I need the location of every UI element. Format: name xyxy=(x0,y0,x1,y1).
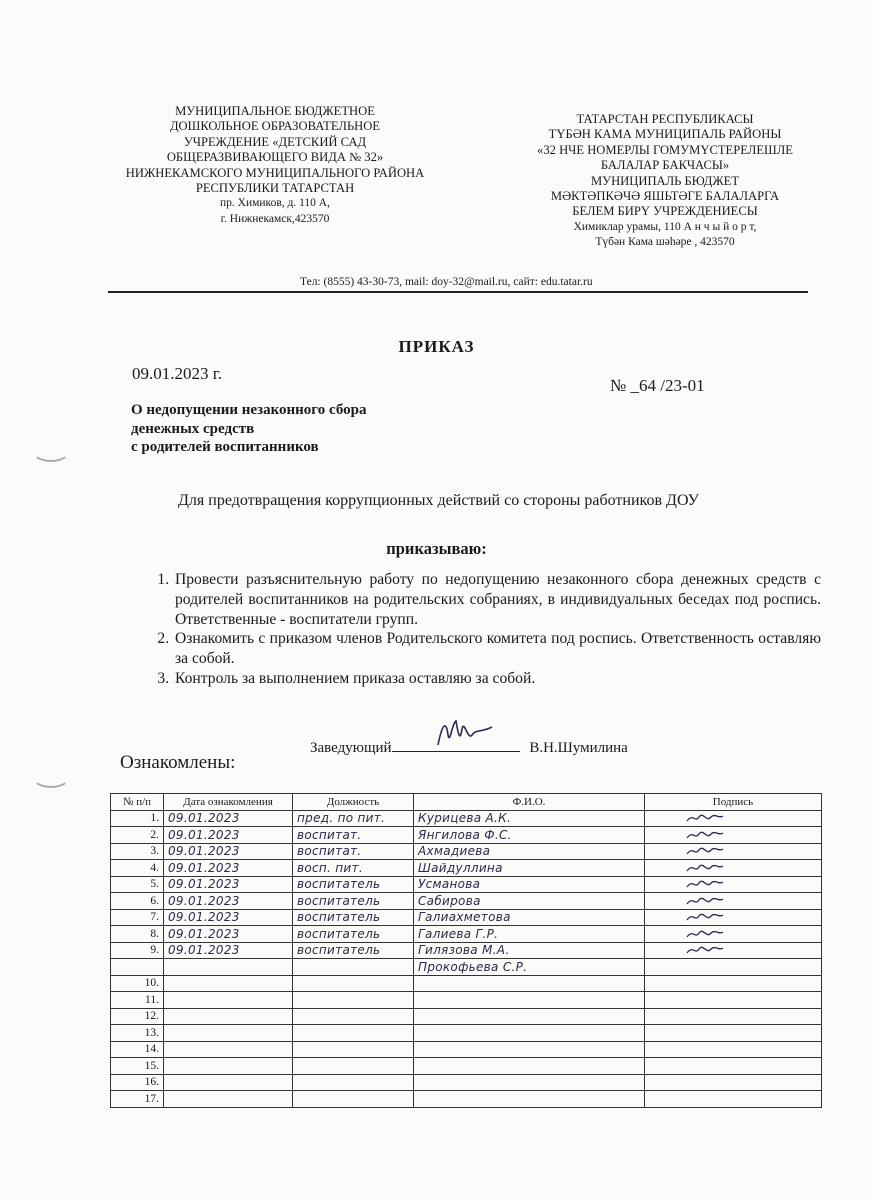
table-row xyxy=(111,926,822,943)
document-date: 09.01.2023 г. xyxy=(132,364,223,383)
row-number: 15. xyxy=(111,1058,164,1075)
column-header: Должность xyxy=(293,794,414,811)
row-number xyxy=(111,959,164,976)
row-signature xyxy=(645,843,822,860)
row-fullname xyxy=(414,975,645,992)
table-row xyxy=(111,909,822,926)
row-number: 5. xyxy=(111,876,164,893)
row-signature xyxy=(645,1074,822,1091)
row-fullname: Янгилова Ф.С. xyxy=(414,827,645,844)
row-signature xyxy=(645,909,822,926)
subject-line: денежных средств xyxy=(131,420,255,437)
row-number: 4. xyxy=(111,860,164,877)
order-item: 2. Ознакомить с приказом членов Родительского комитета под роспись. Ответственность оставляю за собой. xyxy=(173,629,821,669)
signature-blank xyxy=(392,737,520,752)
row-date: 09.01.2023 xyxy=(164,893,293,910)
row-position xyxy=(293,1091,414,1108)
table-row xyxy=(111,876,822,893)
row-date: 09.01.2023 xyxy=(164,843,293,860)
header-left-address: г. Нижнекамск,423570 xyxy=(220,212,330,225)
signer-name: В.Н.Шумилина xyxy=(529,740,628,756)
row-position xyxy=(293,1074,414,1091)
handwritten-signature xyxy=(432,715,502,751)
row-signature xyxy=(645,959,822,976)
table-row xyxy=(111,1025,822,1042)
row-signature xyxy=(645,1008,822,1025)
acquaintance-table xyxy=(110,793,822,1108)
row-position xyxy=(293,1041,414,1058)
order-item: 1. Провести разъяснительную работу по недопущению незаконного сбора денежных средств с родителей воспитанников на родительских собраниях, в индивидуальных беседах под роспись. Ответственные - воспитатели групп. xyxy=(173,570,821,629)
row-position: воспитатель xyxy=(293,926,414,943)
table-row xyxy=(111,975,822,992)
handwritten-signature xyxy=(685,828,725,842)
punch-hole-mark xyxy=(32,766,70,788)
row-number: 2. xyxy=(111,827,164,844)
row-fullname: Ахмадиева xyxy=(414,843,645,860)
row-date: 09.01.2023 xyxy=(164,942,293,959)
table-row xyxy=(111,1091,822,1108)
column-header: Подпись xyxy=(645,794,822,811)
row-date: 09.01.2023 xyxy=(164,926,293,943)
table-row xyxy=(111,860,822,877)
row-fullname xyxy=(414,1058,645,1075)
row-number: 17. xyxy=(111,1091,164,1108)
row-number: 7. xyxy=(111,909,164,926)
order-word: приказываю: xyxy=(386,539,487,558)
handwritten-signature xyxy=(685,910,725,924)
header-right-line: МӘКТӘПКӘЧӘ ЯШЬТӘГЕ БАЛАЛАРГА xyxy=(550,189,780,204)
row-signature xyxy=(645,975,822,992)
table-row xyxy=(111,992,822,1009)
row-date: 09.01.2023 xyxy=(164,810,293,827)
header-right-line: ТАТАРСТАН РЕСПУБЛИКАСЫ xyxy=(576,112,754,126)
table-row xyxy=(111,843,822,860)
table-row xyxy=(111,1041,822,1058)
acquainted-label: Ознакомлены: xyxy=(120,752,236,773)
row-number: 8. xyxy=(111,926,164,943)
row-position xyxy=(293,1025,414,1042)
handwritten-signature xyxy=(685,894,725,908)
row-fullname: Галиахметова xyxy=(414,909,645,926)
table-row xyxy=(111,959,822,976)
column-header: Дата ознакомления xyxy=(164,794,293,811)
table-body xyxy=(111,810,822,1107)
row-fullname: Прокофьева С.Р. xyxy=(414,959,645,976)
header-right-address: Түбән Кама шәһәре , 423570 xyxy=(595,236,735,249)
header-right-line: БАЛАЛАР БАКЧАСЫ» xyxy=(600,158,730,173)
header-left-line: УЧРЕЖДЕНИЕ «ДЕТСКИЙ САД xyxy=(183,134,367,149)
row-date: 09.01.2023 xyxy=(164,876,293,893)
row-date xyxy=(164,1058,293,1075)
column-header: № п/п xyxy=(111,794,164,811)
row-position: восп. пит. xyxy=(293,860,414,877)
row-signature xyxy=(645,1025,822,1042)
header-left-line: МУНИЦИПАЛЬНОЕ БЮДЖЕТНОЕ xyxy=(175,104,375,118)
row-fullname xyxy=(414,1008,645,1025)
table-row xyxy=(111,1058,822,1075)
handwritten-signature xyxy=(685,861,725,875)
row-date xyxy=(164,959,293,976)
row-signature xyxy=(645,876,822,893)
row-signature xyxy=(645,926,822,943)
punch-hole-mark xyxy=(32,440,70,462)
header-left-line: ОБЩЕРАЗВИВАЮЩЕГО ВИДА № 32» xyxy=(166,150,384,165)
header-right-address: Химиклар урамы, 110 А н ч ы й о р т, xyxy=(573,220,757,233)
row-fullname: Галиева Г.Р. xyxy=(414,926,645,943)
row-signature xyxy=(645,1041,822,1058)
row-position xyxy=(293,1008,414,1025)
row-fullname xyxy=(414,992,645,1009)
row-fullname xyxy=(414,1025,645,1042)
row-date xyxy=(164,1025,293,1042)
contact-line: Тел: (8555) 43-30-73, mail: doy-32@mail.ru, сайт: edu.tatar.ru xyxy=(300,276,593,288)
row-date xyxy=(164,1041,293,1058)
handwritten-signature xyxy=(685,811,725,825)
header-left-line: ДОШКОЛЬНОЕ ОБРАЗОВАТЕЛЬНОЕ xyxy=(169,119,381,134)
row-position: воспитатель xyxy=(293,876,414,893)
row-position: воспитат. xyxy=(293,827,414,844)
header-left-address: пр. Химиков, д. 110 А, xyxy=(220,197,330,210)
row-position xyxy=(293,1058,414,1075)
header-left-line: НИЖНЕКАМСКОГО МУНИЦИПАЛЬНОГО РАЙОНА xyxy=(125,165,425,180)
row-date xyxy=(164,1091,293,1108)
document-subject xyxy=(131,401,366,457)
row-number: 14. xyxy=(111,1041,164,1058)
row-date xyxy=(164,1074,293,1091)
handwritten-signature xyxy=(685,877,725,891)
row-date: 09.01.2023 xyxy=(164,860,293,877)
header-right-line: ТҮБӘН КАМА МУНИЦИПАЛЬ РАЙОНЫ xyxy=(548,127,782,142)
order-items-list xyxy=(135,570,821,689)
document-number: № _64 /23-01 xyxy=(610,376,705,395)
row-position xyxy=(293,975,414,992)
preamble: Для предотвращения коррупционных действий со стороны работников ДОУ xyxy=(178,492,699,509)
row-date: 09.01.2023 xyxy=(164,827,293,844)
table-row xyxy=(111,1008,822,1025)
row-signature xyxy=(645,827,822,844)
table-row xyxy=(111,1074,822,1091)
row-fullname: Курицева А.К. xyxy=(414,810,645,827)
subject-line: с родителей воспитанников xyxy=(131,439,319,455)
row-signature xyxy=(645,893,822,910)
row-fullname xyxy=(414,1041,645,1058)
column-header: Ф.И.О. xyxy=(414,794,645,811)
row-date xyxy=(164,1008,293,1025)
header-divider xyxy=(108,291,808,293)
row-position: воспитат. xyxy=(293,843,414,860)
row-fullname: Шайдуллина xyxy=(414,860,645,877)
handwritten-signature xyxy=(685,844,725,858)
table-row xyxy=(111,942,822,959)
table-row xyxy=(111,893,822,910)
header-right-line: «32 НЧЕ НОМЕРЛЫ ГОМУМҮСТЕРЕЛЕШЛЕ xyxy=(537,142,793,157)
header-right-block xyxy=(520,112,810,251)
header-left-block xyxy=(110,104,440,227)
row-fullname xyxy=(414,1074,645,1091)
row-signature xyxy=(645,942,822,959)
handwritten-signature xyxy=(685,943,725,957)
table-row xyxy=(111,810,822,827)
row-date xyxy=(164,975,293,992)
row-fullname: Сабирова xyxy=(414,893,645,910)
row-signature xyxy=(645,992,822,1009)
row-position: воспитатель xyxy=(293,942,414,959)
row-number: 10. xyxy=(111,975,164,992)
row-date xyxy=(164,992,293,1009)
row-signature xyxy=(645,1091,822,1108)
row-number: 6. xyxy=(111,893,164,910)
order-item: 3. Контроль за выполнением приказа оставляю за собой. xyxy=(173,669,821,689)
row-date: 09.01.2023 xyxy=(164,909,293,926)
row-position: пред. по пит. xyxy=(293,810,414,827)
handwritten-signature xyxy=(685,927,725,941)
row-fullname xyxy=(414,1091,645,1108)
signer-role: Заведующий xyxy=(310,740,392,756)
row-number: 16. xyxy=(111,1074,164,1091)
row-number: 1. xyxy=(111,810,164,827)
table-header-row xyxy=(111,794,822,811)
row-number: 3. xyxy=(111,843,164,860)
header-right-line: МУНИЦИПАЛЬ БЮДЖЕТ xyxy=(590,173,740,188)
row-number: 11. xyxy=(111,992,164,1009)
header-left-line: РЕСПУБЛИКИ ТАТАРСТАН xyxy=(195,181,355,196)
row-position: воспитатель xyxy=(293,893,414,910)
row-signature xyxy=(645,860,822,877)
row-signature xyxy=(645,1058,822,1075)
row-number: 13. xyxy=(111,1025,164,1042)
subject-line: О недопущении незаконного сбора xyxy=(131,402,367,418)
row-number: 12. xyxy=(111,1008,164,1025)
row-signature xyxy=(645,810,822,827)
row-fullname: Гилязова М.А. xyxy=(414,942,645,959)
signature-line xyxy=(310,737,628,757)
row-position: воспитатель xyxy=(293,909,414,926)
row-fullname: Усманова xyxy=(414,876,645,893)
row-position xyxy=(293,992,414,1009)
table-row xyxy=(111,827,822,844)
row-number: 9. xyxy=(111,942,164,959)
row-position xyxy=(293,959,414,976)
header-right-line: БЕЛЕМ БИРҮ УЧРЕЖДЕНИЕСЫ xyxy=(572,204,758,219)
document-title: ПРИКАЗ xyxy=(398,337,475,356)
